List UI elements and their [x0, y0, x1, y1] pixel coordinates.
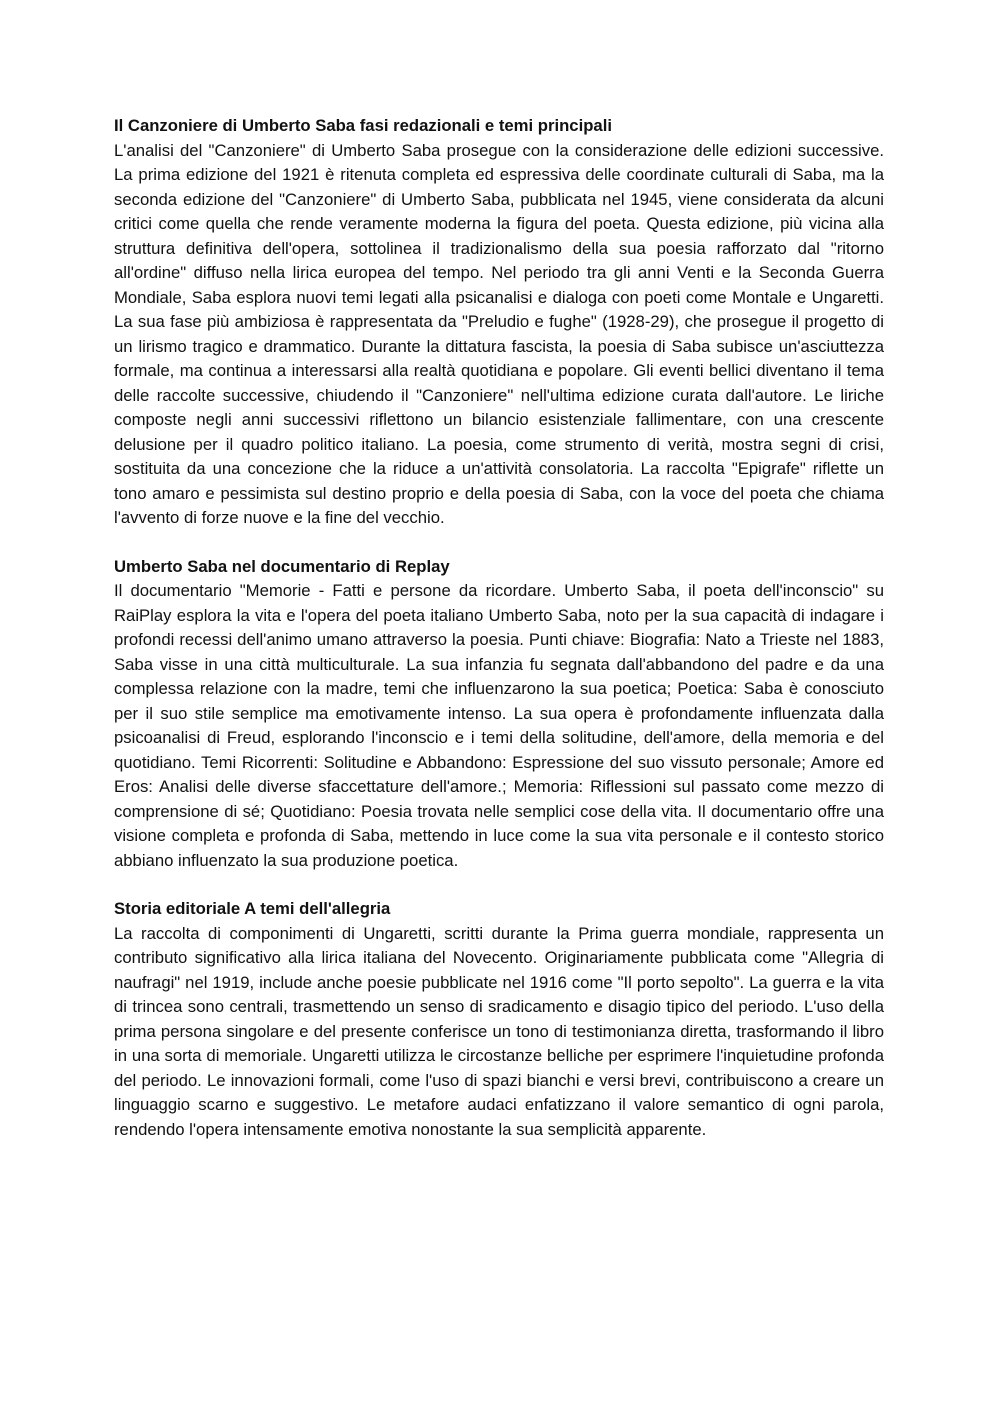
section-canzoniere: [114, 114, 884, 531]
section-paragraph: L'analisi del "Canzoniere" di Umberto Saba prosegue con la considerazione delle edizioni successive. La prima edizione del 1921 è ritenuta completa ed espressiva delle coordinate culturali di Saba, ma la seconda edizione del "Canzoniere" di Umberto Saba, pubblicata nel 1945, viene considerata da alcuni critici come quella che rende veramente moderna la figura del poeta. Questa edizione, più vicina alla struttura definitiva dell'opera, sottolinea il tradizionalismo della sua poesia rafforzato dal "ritorno all'ordine" diffuso nella lirica europea del tempo. Nel periodo tra gli anni Venti e la Seconda Guerra Mondiale, Saba esplora nuovi temi legati alla psicanalisi e dialoga con poeti come Montale e Ungaretti. La sua fase più ambiziosa è rappresentata da "Preludio e fughe" (1928-29), che prosegue il progetto di un lirismo tragico e drammatico. Durante la dittatura fascista, la poesia di Saba subisce un'asciuttezza formale, ma continua a interessarsi alla realtà quotidiana e popolare. Gli eventi bellici diventano il tema delle raccolte successive, chiudendo il "Canzoniere" nell'ultima edizione curata dall'autore. Le liriche composte negli anni successivi riflettono un bilancio esistenziale fallimentare, con una crescente delusione per il quadro politico italiano. La poesia, come strumento di verità, mostra segni di crisi, sostituita da una concezione che la riduce a un'attività consolatoria. La raccolta "Epigrafe" riflette un tono amaro e pessimista sul destino proprio e della poesia di Saba, con la voce del poeta che chiama l'avvento di forze nuove e la fine del vecchio.: [114, 140, 884, 527]
section-allegria: [114, 897, 884, 1142]
section-heading: Umberto Saba nel documentario di Replay: [114, 556, 450, 576]
section-heading: Il Canzoniere di Umberto Saba fasi redazionali e temi principali: [114, 116, 612, 135]
section-heading: Storia editoriale A temi dell'allegria: [114, 899, 391, 918]
section-paragraph: La raccolta di componimenti di Ungaretti, scritti durante la Prima guerra mondiale, rappresenta un contributo significativo alla lirica italiana del Novecento. Originariamente pubblicata come "Allegria di naufragi" nel 1919, include anche poesie pubblicate nel 1916 come "Il porto sepolto". La guerra e la vita di trincea sono centrali, trasmettendo un senso di sradicamento e disagio tipico del periodo. L'uso della prima persona singolare e del presente conferisce un tono di testimonianza diretta, trasformando il libro in una sorta di memoriale. Ungaretti utilizza le circostanze belliche per esprimere l'inquietudine profonda del periodo. Le innovazioni formali, come l'uso di spazi bianchi e versi brevi, contribuiscono a creare un linguaggio scarno e suggestivo. Le metafore audaci enfatizzano il valore semantico di ogni parola, rendendo l'opera intensamente emotiva nonostante la sua semplicità apparente.: [114, 923, 884, 1139]
section-paragraph: Il documentario "Memorie - Fatti e persone da ricordare. Umberto Saba, il poeta dell'inconscio" su RaiPlay esplora la vita e l'opera del poeta italiano Umberto Saba, noto per la sua capacità di indagare i profondi recessi dell'animo umano attraverso la poesia. Punti chiave: Biografia: Nato a Trieste nel 1883, Saba visse in una città multiculturale. La sua infanzia fu segnata dall'abbandono del padre e da una complessa relazione con la madre, temi che influenzarono la sua poetica; Poetica: Saba è conosciuto per il suo stile semplice ma emotivamente intenso. La sua opera è profondamente influenzata dalla psicoanalisi di Freud, esplorando l'inconscio e i temi della solitudine, dell'amore, della memoria e del quotidiano. Temi Ricorrenti: Solitudine e Abbandono: Espressione del suo vissuto personale; Amore ed Eros: Analisi delle diverse sfaccettature dell'amore.; Memoria: Riflessioni sul passato come mezzo di comprensione di sé; Quotidiano: Poesia trovata nelle semplici cose della vita. Il documentario offre una visione completa e profonda di Saba, mettendo in luce come la sua vita personale e il contesto storico abbiano influenzato la sua produzione poetica.: [114, 581, 884, 870]
section-documentario: [114, 555, 884, 874]
